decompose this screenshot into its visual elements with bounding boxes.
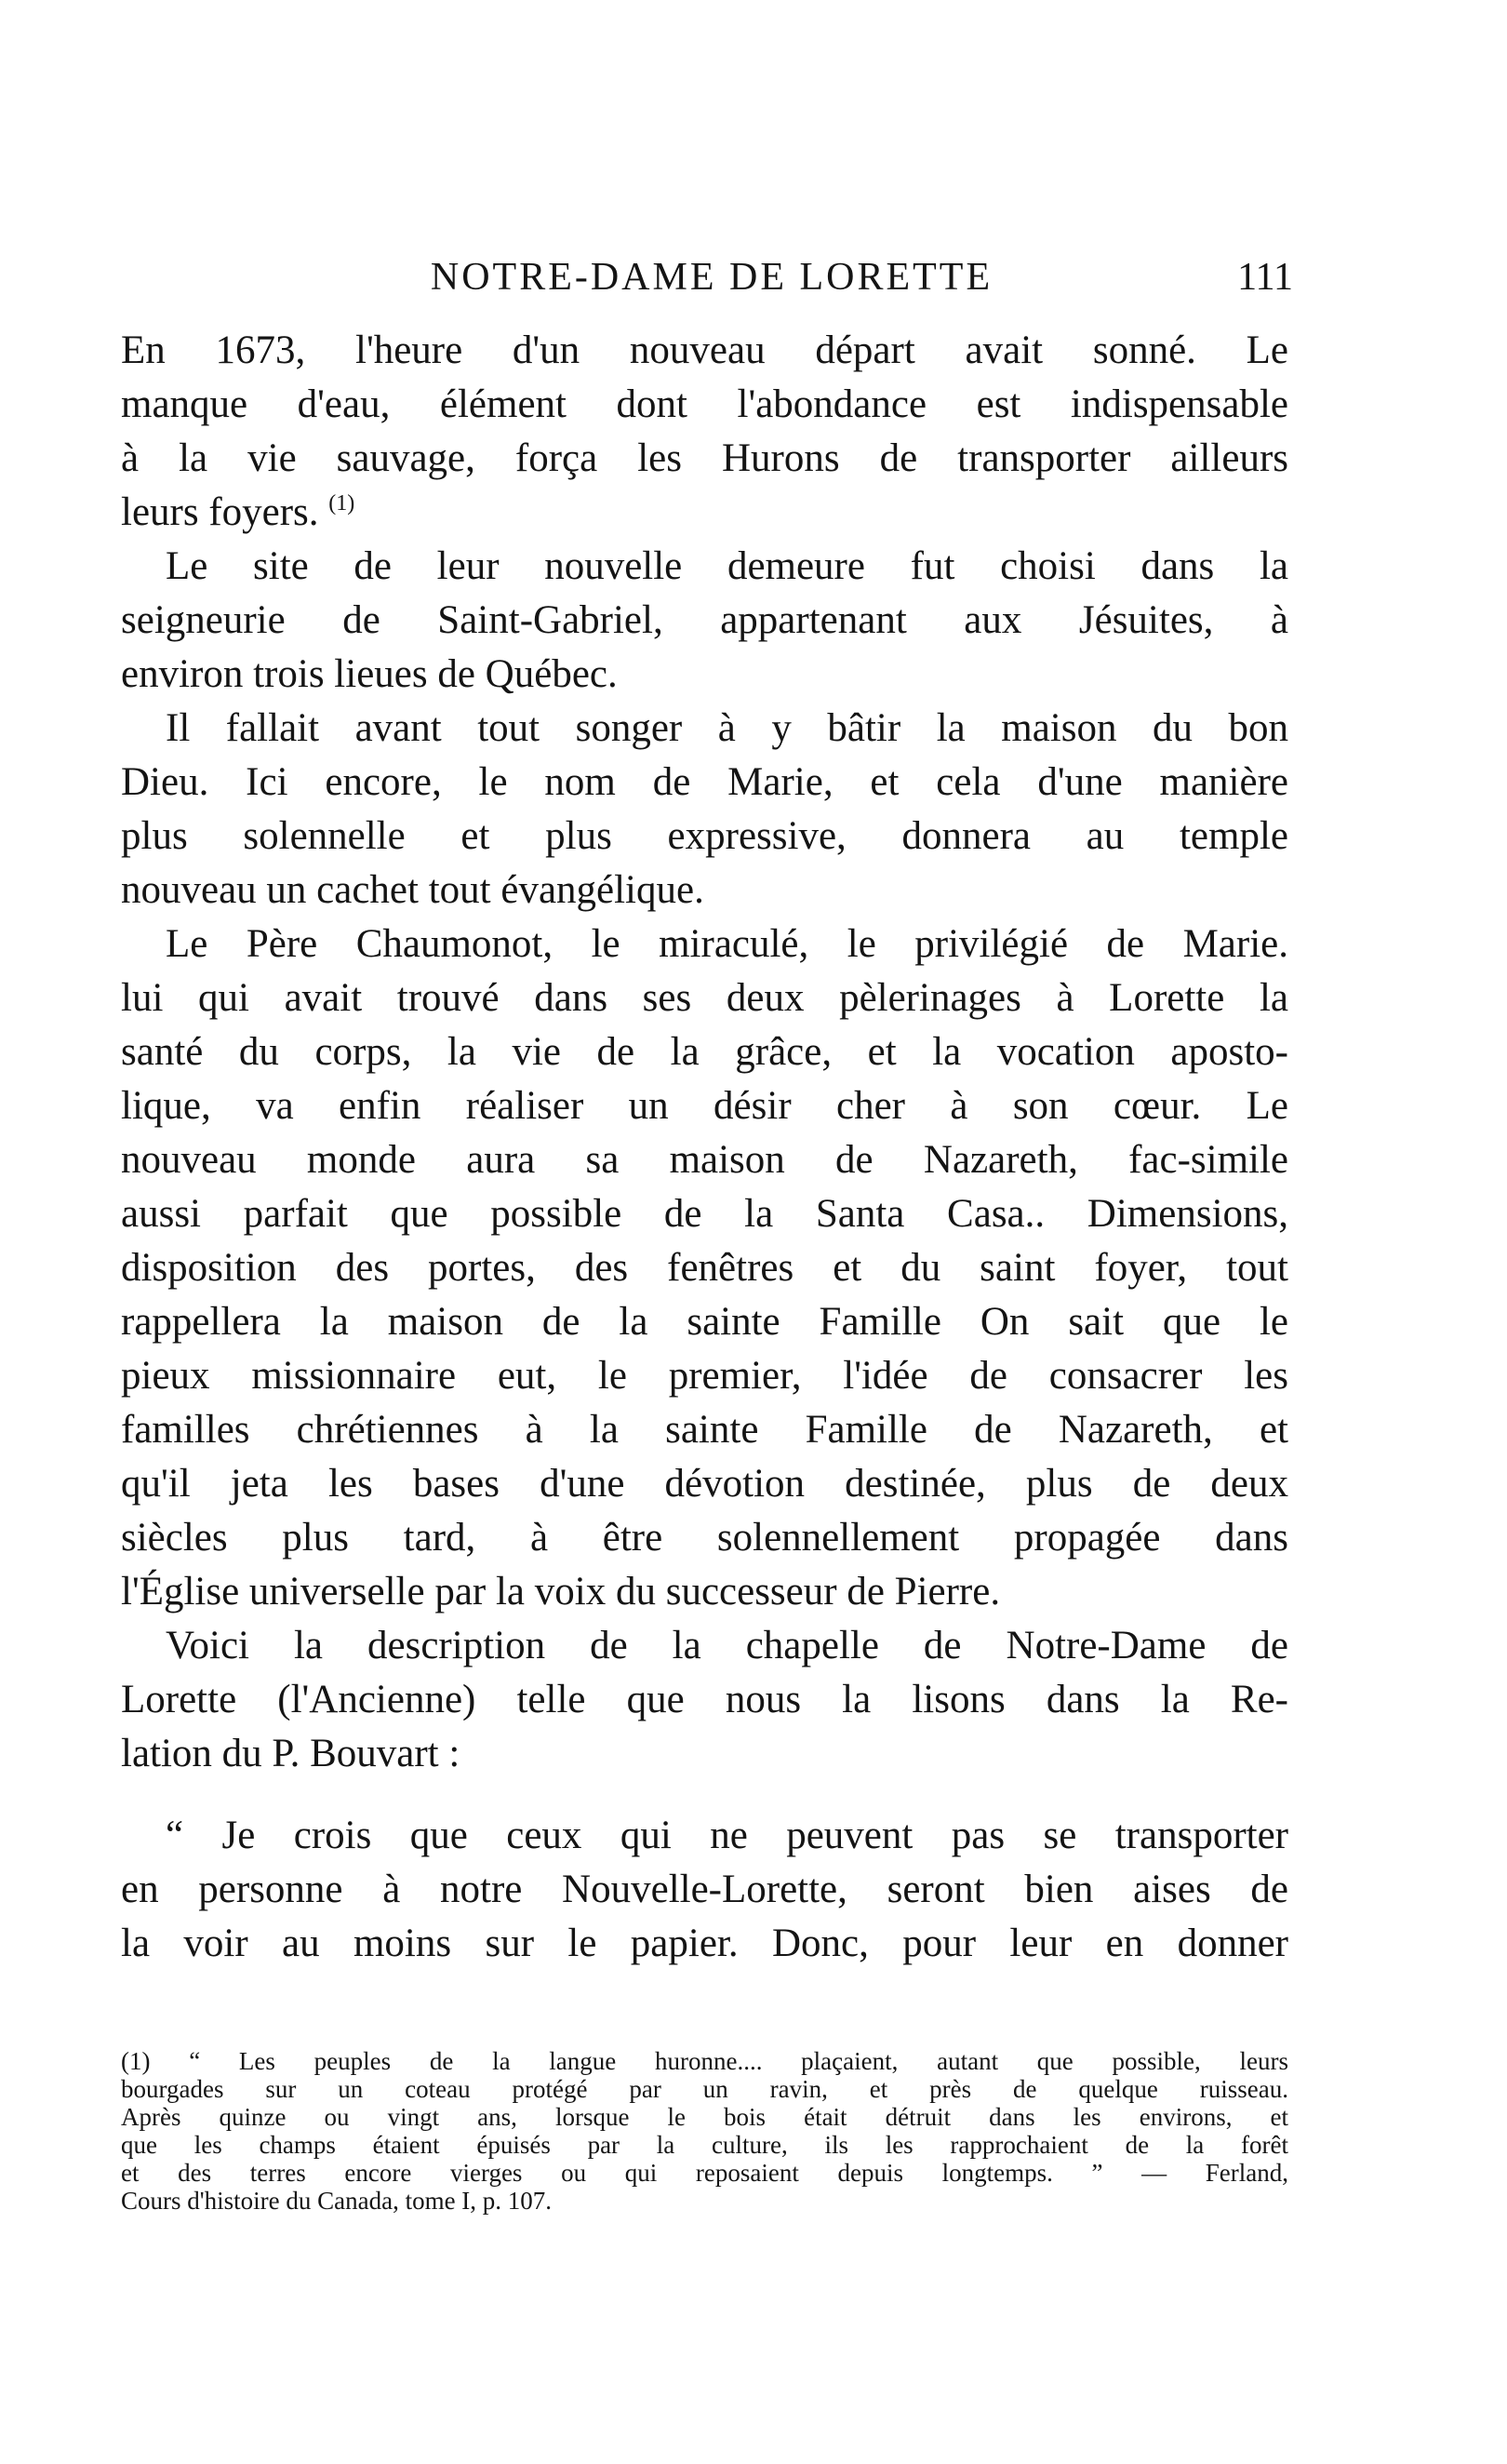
footnote-line: Cours d'histoire du Canada, tome I, p. 107. [121, 2187, 553, 2215]
text-line-with-note [121, 486, 1288, 540]
text-line: Dieu. Ici encore, le nom de Marie, et cela d'une manière [121, 760, 1288, 804]
text-line: santé du corps, la vie de la grâce, et la vocation aposto- [121, 1030, 1288, 1074]
text-line: lui qui avait trouvé dans ses deux pèlerinages à Lorette la [121, 976, 1288, 1020]
running-title: NOTRE-DAME DE LORETTE [430, 256, 994, 299]
text-line: Le Père Chaumonot, le miraculé, le privilégié de Marie. [166, 922, 1288, 966]
paragraph-gap [121, 1781, 1288, 1809]
text-line: à la vie sauvage, força les Hurons de transporter ailleurs [121, 436, 1288, 480]
text-line: leurs foyers. [121, 490, 319, 534]
text-line: l'Église universelle par la voix du successeur de Pierre. [121, 1570, 1001, 1614]
footnote-line: et des terres encore vierges ou qui reposaient depuis longtemps. ” — Ferland, [121, 2159, 1288, 2187]
text-line: qu'il jeta les bases d'une dévotion destinée, plus de deux [121, 1462, 1288, 1506]
text-line: environ trois lieues de Québec. [121, 652, 618, 696]
text-line: Il fallait avant tout songer à y bâtir la maison du bon [166, 706, 1288, 750]
text-line: siècles plus tard, à être solennellement propagée dans [121, 1516, 1288, 1560]
text-line: “ Je crois que ceux qui ne peuvent pas se transporter [166, 1814, 1288, 1857]
text-line: en personne à notre Nouvelle-Lorette, seront bien aises de [121, 1868, 1288, 1911]
text-line: Le site de leur nouvelle demeure fut choisi dans la [166, 544, 1288, 588]
text-line: familles chrétiennes à la sainte Famille de Nazareth, et [121, 1408, 1288, 1452]
text-line: seigneurie de Saint-Gabriel, appartenant aux Jésuites, à [121, 598, 1288, 642]
text-line: manque d'eau, élément dont l'abondance est indispensable [121, 382, 1288, 426]
text-line: nouveau un cachet tout évangélique. [121, 868, 704, 912]
text-line: la voir au moins sur le papier. Donc, pour leur en donner [121, 1922, 1288, 1965]
footnote-line: bourgades sur un coteau protégé par un ravin, et près de quelque ruisseau. [121, 2075, 1288, 2103]
text-line: En 1673, l'heure d'un nouveau départ avait sonné. Le [121, 328, 1288, 372]
footnote-line: (1) “ Les peuples de la langue huronne.... plaçaient, autant que possible, leurs [121, 2047, 1288, 2075]
footnote-line: Après quinze ou vingt ans, lorsque le bois était détruit dans les environs, et [121, 2103, 1288, 2131]
text-line: nouveau monde aura sa maison de Nazareth, fac-simile [121, 1138, 1288, 1182]
text-line: rappellera la maison de la sainte Famille On sait que le [121, 1300, 1288, 1344]
text-line: Lorette (l'Ancienne) telle que nous la lisons dans la Re- [121, 1678, 1288, 1721]
text-line: Voici la description de la chapelle de Notre-Dame de [166, 1624, 1288, 1667]
page-number: 111 [1237, 256, 1293, 299]
text-line: lique, va enfin réaliser un désir cher à son cœur. Le [121, 1084, 1288, 1128]
text-line: aussi parfait que possible de la Santa Casa.. Dimensions, [121, 1192, 1288, 1236]
text-line: pieux missionnaire eut, le premier, l'idée de consacrer les [121, 1354, 1288, 1398]
footnote-line: que les champs étaient épuisés par la culture, ils les rapprochaient de la forêt [121, 2131, 1288, 2159]
text-line: disposition des portes, des fenêtres et du saint foyer, tout [121, 1246, 1288, 1290]
body-text [121, 324, 1288, 1971]
footnotes [121, 2047, 1288, 2215]
text-line: plus solennelle et plus expressive, donnera au temple [121, 814, 1288, 858]
page-header [121, 249, 1302, 305]
footnote-reference: (1) [328, 491, 355, 516]
text-line: lation du P. Bouvart : [121, 1732, 460, 1775]
